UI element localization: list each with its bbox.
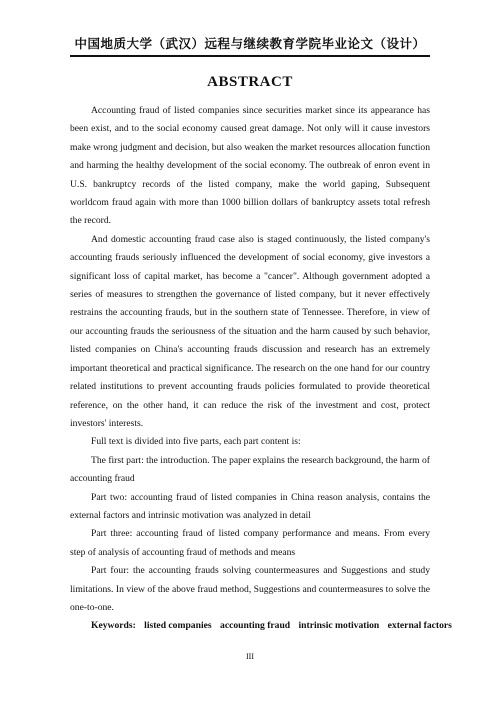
keyword: intrinsic motivation (298, 620, 380, 632)
abstract-body (70, 102, 452, 636)
running-header: 中国地质大学（武汉）远程与继续教育学院毕业论文（设计） (70, 34, 430, 57)
paragraph: Part two: accounting fraud of listed companies in China reason analysis, contains the external factors and intrinsic motivation was analyzed in detail (70, 491, 430, 521)
page-number: III (246, 652, 254, 661)
keywords-label: Keywords: (91, 620, 136, 632)
paragraph: Part three: accounting fraud of listed company performance and means. From every step of analysis of accounting fraud of methods and means (70, 528, 430, 558)
paragraph: Accounting fraud of listed companies since securities market since its appearance has been exist, and to the social economy caused great damage. Not only will it cause investors make wrong judgment and decision, but also weaken the market resources allocation function and harming the healthy development of the social economy. The outbreak of enron event in U.S. bankruptcy records of the listed company, make the world gaping, Subsequent worldcom fraud again with more than 1000 billion dollars of bankruptcy assets total refresh the record. (70, 105, 430, 227)
keyword: external factors (387, 620, 452, 632)
keyword: accounting fraud (220, 620, 291, 632)
keywords-line (70, 617, 452, 635)
keyword: listed companies (144, 620, 212, 632)
abstract-title: ABSTRACT (207, 74, 293, 90)
paragraph: Full text is divided into five parts, each part content is: (91, 436, 301, 448)
paragraph: Part four: the accounting frauds solving countermeasures and Suggestions and study limitations. In view of the above fraud method, Suggestions and countermeasures to solve the one-to-one. (70, 565, 430, 613)
paragraph: The first part: the introduction. The paper explains the research background, the harm of accounting fraud (70, 454, 430, 485)
paragraph: And domestic accounting fraud case also is staged continuously, the listed company's accounting frauds seriously influenced the development of social economy, give investors a significant loss of capital market, has become a "cancer". Although government adopted a series of measures to strengthen the governance of listed company, but it never effectively restrains the accounting frauds, but in the southern state of Tennessee. Therefore, in view of our accounting frauds the seriousness of the situation and the harm caused by such behavior, listed companies on China's accounting frauds discussion and research has an extremely important theoretical and practical significance. The research on the one hand for our country related institutions to prevent accounting frauds policies formulated to provide theoretical reference, on the other hand, it can reduce the risk of the investment and cost, protect investors' interests. (70, 233, 430, 429)
